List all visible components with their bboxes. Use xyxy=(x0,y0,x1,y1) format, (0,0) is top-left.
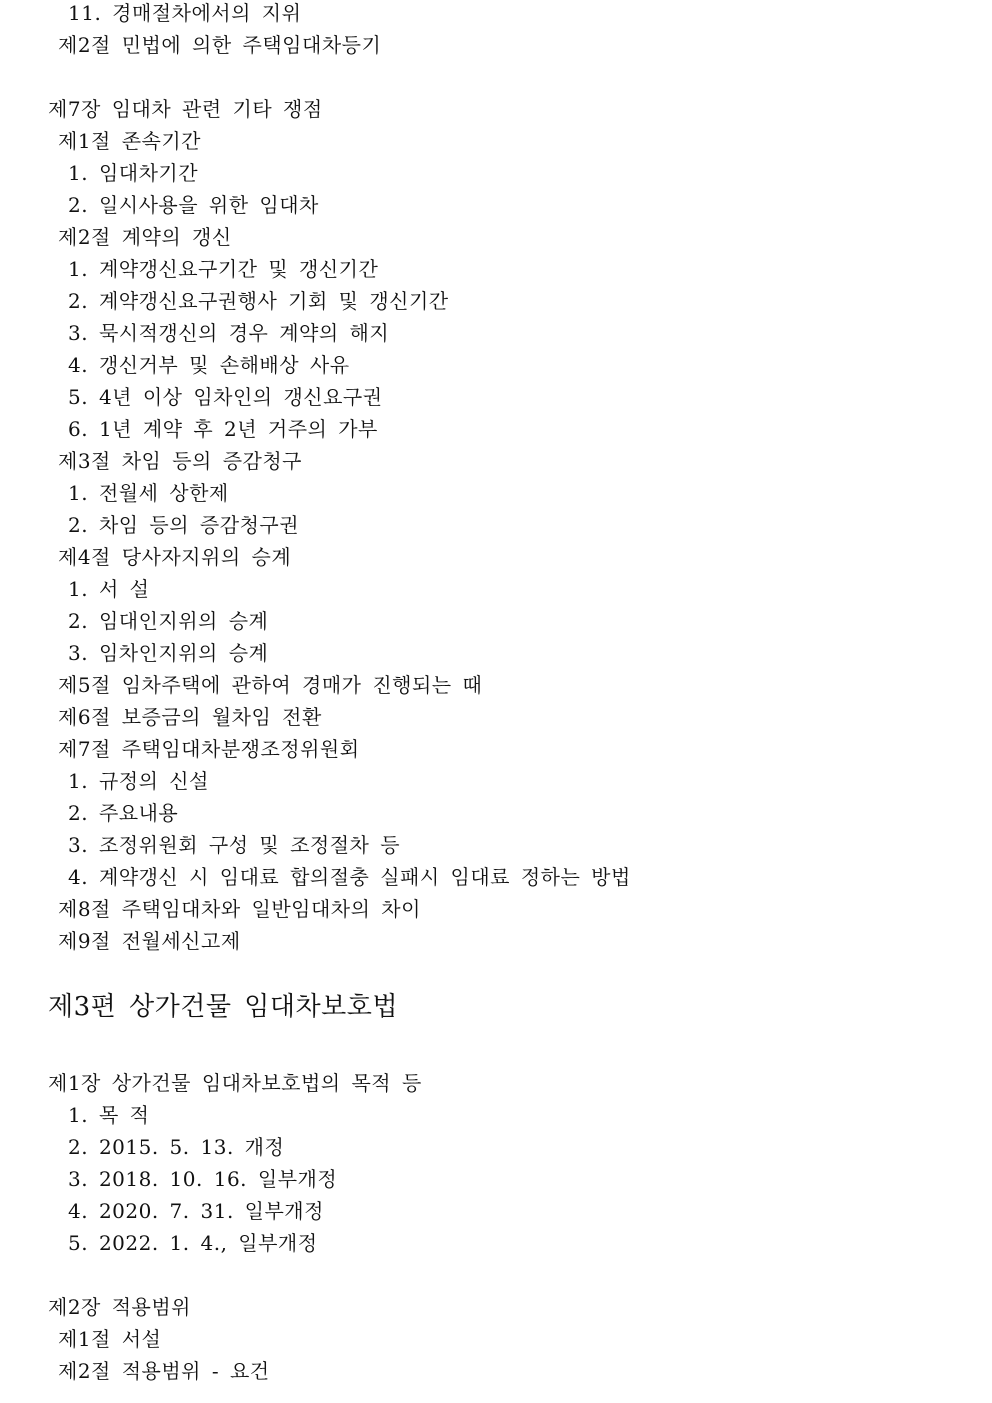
toc-item-heading: 1. 계약갱신요구기간 및 갱신기간 xyxy=(68,257,379,281)
toc-chapter-heading: 제7장 임대차 관련 기타 쟁점 xyxy=(48,97,323,121)
toc-section-heading: 제7절 주택임대차분쟁조정위원회 xyxy=(58,737,360,761)
toc-item-heading: 4. 2020. 7. 31. 일부개정 xyxy=(68,1199,324,1223)
toc-section-heading: 제8절 주택임대차와 일반임대차의 차이 xyxy=(58,897,421,921)
toc-item-heading: 1. 규정의 신설 xyxy=(68,769,209,793)
toc-item-heading: 6. 1년 계약 후 2년 거주의 가부 xyxy=(68,417,378,441)
toc-item-heading: 1. 전월세 상한제 xyxy=(68,481,229,505)
toc-item-heading: 2. 일시사용을 위한 임대차 xyxy=(68,193,319,217)
toc-item-heading: 3. 2018. 10. 16. 일부개정 xyxy=(68,1167,338,1191)
toc-item-heading: 4. 갱신거부 및 손해배상 사유 xyxy=(68,353,350,377)
toc-section-heading: 제2절 계약의 갱신 xyxy=(58,225,232,249)
toc-section-heading: 제6절 보증금의 월차임 전환 xyxy=(58,705,322,729)
toc-item-heading: 2. 2015. 5. 13. 개정 xyxy=(68,1135,285,1159)
toc-item-heading: 1. 임대차기간 xyxy=(68,161,199,185)
toc-item-heading: 3. 임차인지위의 승계 xyxy=(68,641,269,665)
toc-section-heading: 제4절 당사자지위의 승계 xyxy=(58,545,292,569)
toc-item-heading: 2. 임대인지위의 승계 xyxy=(68,609,269,633)
toc-section-heading: 제9절 전월세신고제 xyxy=(58,929,241,953)
toc-item-heading: 1. 목 적 xyxy=(68,1103,150,1127)
toc-section-heading: 제1절 존속기간 xyxy=(58,129,202,153)
toc-section-heading: 제2절 적용범위 - 요건 xyxy=(58,1359,270,1383)
toc-item-heading: 5. 4년 이상 임차인의 갱신요구권 xyxy=(68,385,383,409)
toc-section-heading: 제5절 임차주택에 관하여 경매가 진행되는 때 xyxy=(58,673,483,697)
toc-item-heading: 3. 묵시적갱신의 경우 계약의 해지 xyxy=(68,321,390,345)
toc-chapter-heading: 제2장 적용범위 xyxy=(48,1295,192,1319)
toc-section-heading: 제2절 민법에 의한 주택임대차등기 xyxy=(58,33,382,57)
toc-item-heading: 5. 2022. 1. 4., 일부개정 xyxy=(68,1231,318,1255)
toc-part-heading: 제3편 상가건물 임대차보호법 xyxy=(48,992,398,1022)
toc-item-heading: 3. 조정위원회 구성 및 조정절차 등 xyxy=(68,833,401,857)
toc-item-heading: 4. 계약갱신 시 임대료 합의절충 실패시 임대료 정하는 방법 xyxy=(68,865,631,889)
toc-chapter-heading: 제1장 상가건물 임대차보호법의 목적 등 xyxy=(48,1071,422,1095)
toc-section-heading: 제3절 차임 등의 증감청구 xyxy=(58,449,302,473)
toc-item-heading: 2. 계약갱신요구권행사 기회 및 갱신기간 xyxy=(68,289,449,313)
toc-item-heading: 1. 서 설 xyxy=(68,577,150,601)
toc-item-heading: 2. 차임 등의 증감청구권 xyxy=(68,513,300,537)
toc-section-heading: 제1절 서설 xyxy=(58,1327,162,1351)
toc-item-heading: 11. 경매절차에서의 지위 xyxy=(68,1,302,25)
toc-item-heading: 2. 주요내용 xyxy=(68,801,179,825)
